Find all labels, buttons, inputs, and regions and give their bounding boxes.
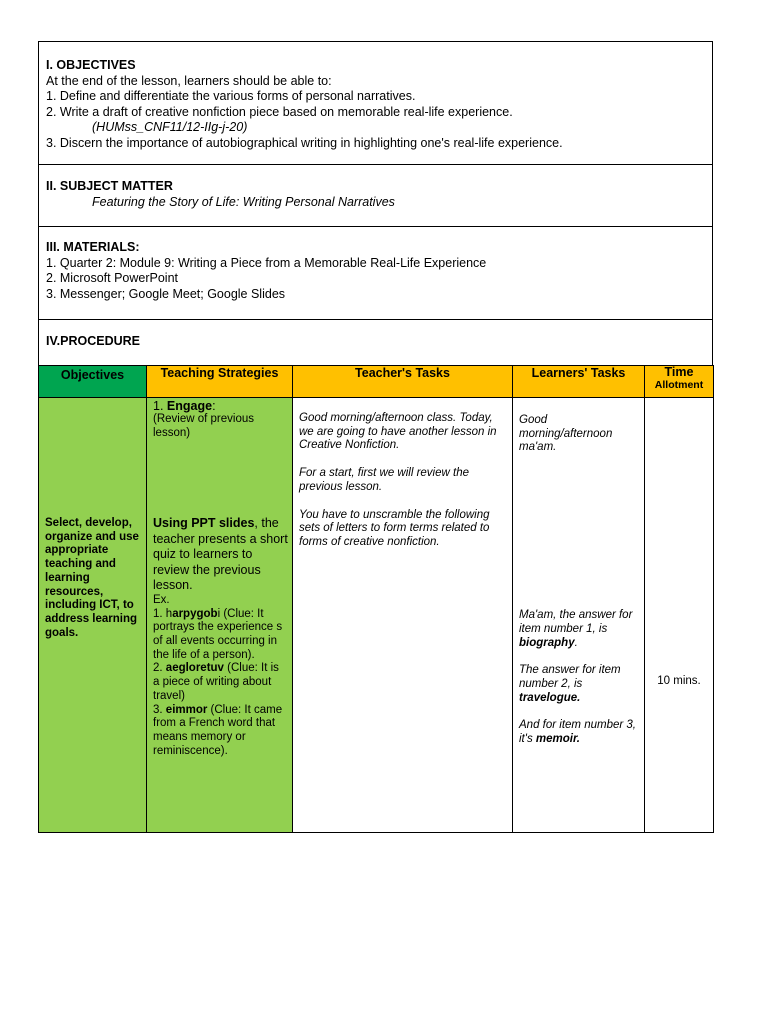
procedure-section: [38, 319, 713, 366]
material-item: 2. Microsoft PowerPoint: [46, 271, 178, 285]
q3-post: (Clue: It came from a French word that means memory or reminiscence).: [153, 703, 283, 757]
material-item: 1. Quarter 2: Module 9: Writing a Piece from a Memorable Real-Life Experience: [46, 255, 487, 270]
q3-pre: 3.: [153, 703, 166, 716]
teacher-task: Good morning/afternoon class. Today, we are going to have another lesson in Creative Nonfiction.: [299, 412, 497, 452]
a1-post: .: [574, 636, 578, 649]
col-objectives: [39, 366, 147, 398]
time-cell: [645, 398, 714, 833]
objectives-section: [38, 41, 713, 164]
q2-post: (Clue: It is a piece of writing about travel): [153, 662, 279, 702]
material-item: 3. Messenger; Google Meet; Google Slides: [46, 286, 286, 301]
engage-label: Engage: [166, 399, 213, 413]
engage-note: (Review of previous lesson): [153, 413, 254, 439]
teacher-tasks-cell: [293, 398, 513, 833]
col-strategies: [147, 366, 293, 398]
a2-word: travelogue.: [519, 691, 581, 704]
procedure-row: [39, 398, 714, 833]
objective-item: 1. Define and differentiate the various forms of personal narratives.: [46, 89, 416, 103]
materials-heading: III. MATERIALS:: [46, 240, 140, 254]
materials-section: [38, 226, 713, 319]
col-learner-label: Learners' Tasks: [531, 366, 626, 380]
a1-word: biography: [519, 636, 575, 649]
a3-word: memoir.: [535, 733, 580, 746]
objective-item: 2. Write a draft of creative nonfiction piece based on memorable real-life experience.: [46, 104, 513, 119]
learner-answer-2: [519, 664, 638, 705]
lesson-plan-sheet: [38, 41, 713, 366]
objective-item: 3. Discern the importance of autobiographical writing in highlighting one's real-life experience.: [46, 135, 563, 150]
ppt-bold: Using PPT slides: [153, 516, 255, 531]
subject-matter-topic: Featuring the Story of Life: Writing Personal Narratives: [92, 194, 395, 209]
col-teacher-label: Teacher's Tasks: [355, 366, 450, 380]
q1-word: arpygob: [172, 607, 218, 620]
strategy-cell: [147, 398, 293, 833]
objectives-heading: I. OBJECTIVES: [46, 58, 136, 72]
col-time: [645, 366, 714, 398]
col-learner-tasks: [513, 366, 645, 398]
q2-word: aegloretuv: [165, 662, 224, 675]
objective-cell: [39, 398, 147, 833]
subject-matter-section: [38, 164, 713, 226]
learner-tasks-cell: [513, 398, 645, 833]
engage-title: [153, 399, 288, 413]
q2-pre: 2.: [153, 662, 166, 675]
objective-code: (HUMss_CNF11/12-IIg-j-20): [92, 120, 248, 134]
a3-pre: And for item number 3, it's: [519, 719, 636, 746]
col-time-label: Time: [664, 365, 694, 379]
quiz-item-1: [153, 608, 288, 663]
subject-matter-heading: II. SUBJECT MATTER: [46, 179, 173, 193]
quiz-item-3: [153, 704, 288, 759]
learner-answer-3: [519, 719, 638, 746]
col-objectives-label: Objectives: [60, 368, 125, 382]
q1-pre: 1. h: [153, 607, 173, 620]
a2-pre: The answer for item number 2, is: [519, 664, 621, 690]
col-strategies-label: Teaching Strategies: [160, 366, 279, 380]
objectives-intro: At the end of the lesson, learners should be able to:: [46, 73, 332, 88]
engage-colon: :: [212, 399, 216, 413]
q3-word: eimmor: [165, 703, 208, 716]
ppt-rest: , the teacher presents a short quiz to learners to review the previous lesson.: [153, 516, 288, 593]
engage-num: 1.: [153, 399, 167, 413]
learner-answer-1: [519, 609, 638, 650]
objective-text: Select, develop, organize and use appropriate teaching and learning resources, including ICT, to address learning goals.: [45, 517, 139, 639]
quiz-item-2: [153, 662, 288, 703]
ppt-instruction: [153, 516, 288, 594]
procedure-table: [38, 365, 714, 833]
procedure-heading: IV.PROCEDURE: [46, 334, 141, 348]
col-teacher-tasks: [293, 366, 513, 398]
teacher-task: For a start, first we will review the previous lesson.: [299, 467, 469, 493]
col-time-sublabel: Allotment: [654, 379, 704, 391]
a1-pre: Ma'am, the answer for item number 1, is: [519, 609, 633, 635]
example-label: Ex.: [153, 593, 170, 606]
teacher-task: You have to unscramble the following sets of letters to form terms related to forms of creative nonfiction.: [299, 508, 490, 548]
time-value: 10 mins.: [657, 675, 701, 687]
procedure-header-row: [39, 366, 714, 398]
learner-greeting: Good morning/afternoon ma'am.: [519, 414, 613, 454]
q1-post: i (Clue: It portrays the experience s of all events occurring in the life of a person).: [153, 607, 283, 661]
